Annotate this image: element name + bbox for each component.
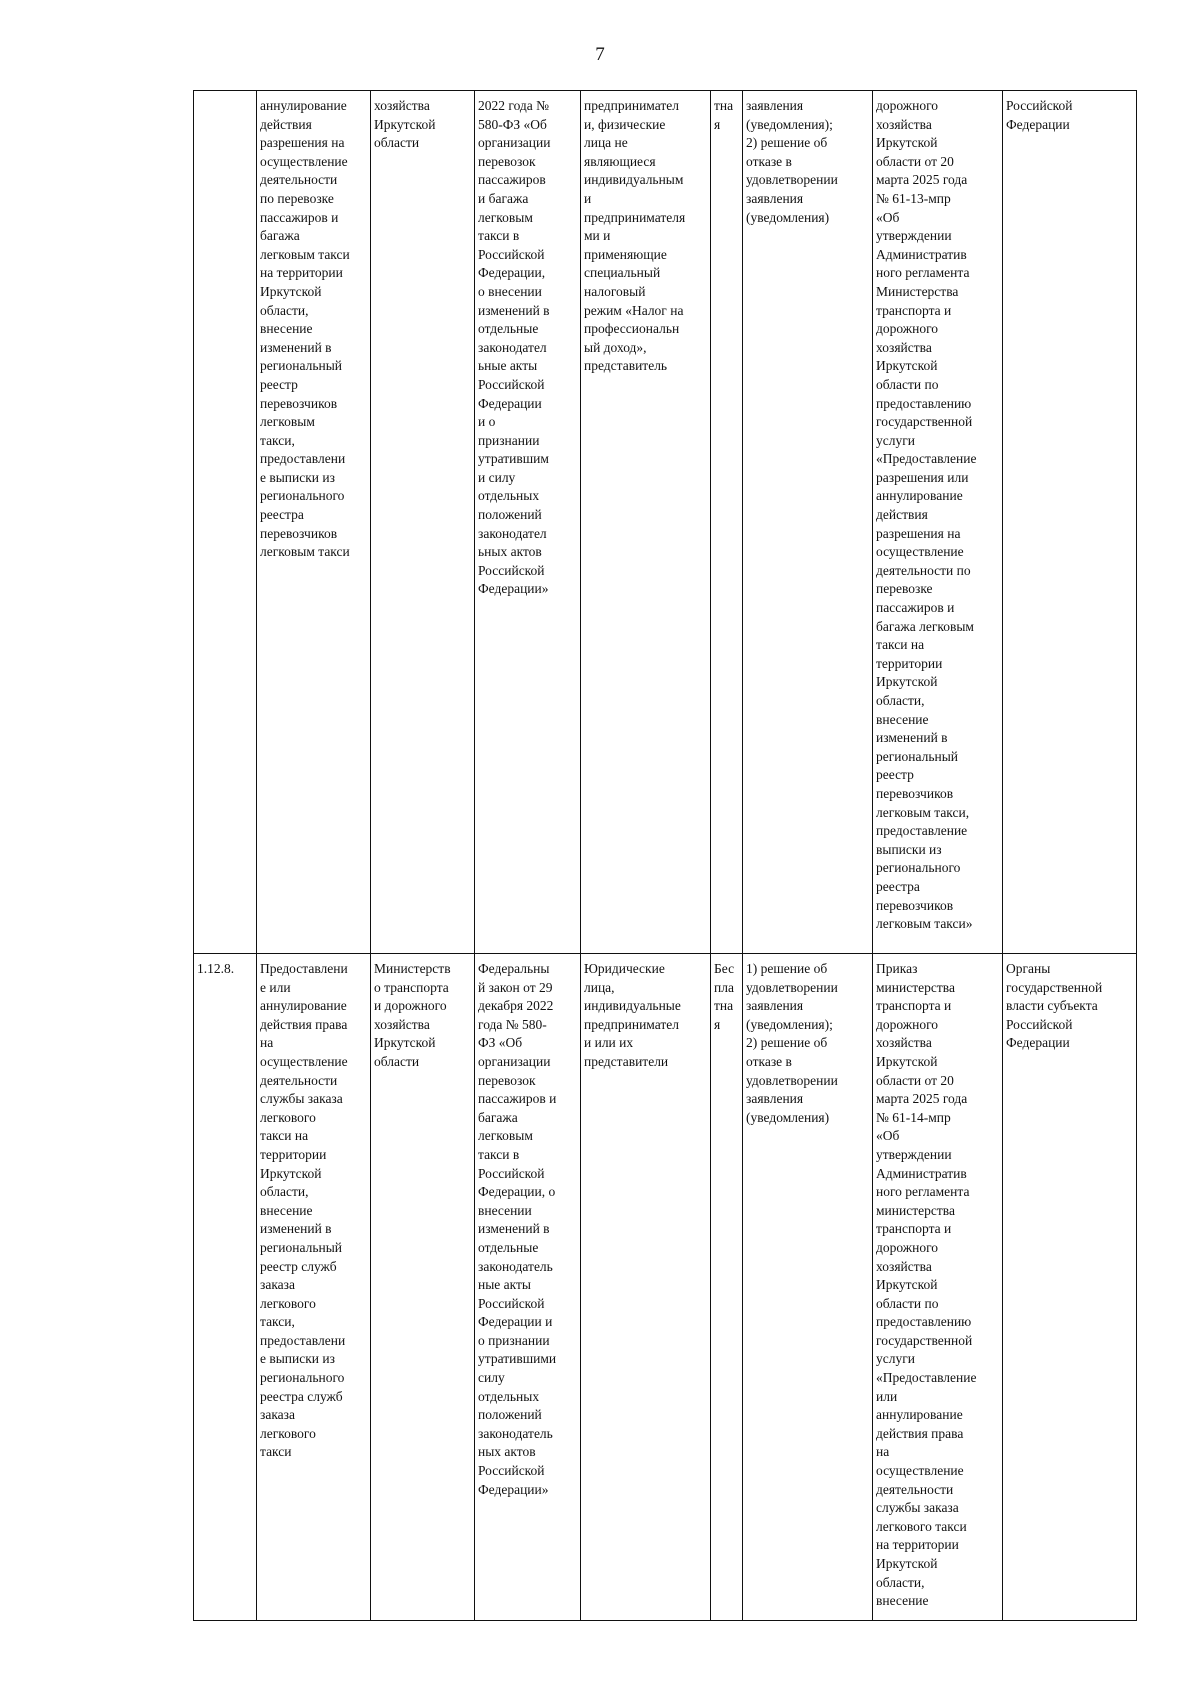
- cell-fee: Бес пла тна я: [711, 954, 743, 1621]
- table-row: [194, 954, 1137, 1621]
- cell-result: заявления (уведомления); 2) решение об отказе в удовлетворении заявления (уведомления): [743, 91, 873, 954]
- cell-service-name: Предоставлени е или аннулирование действия права на осуществление деятельности службы заказа легкового такси на территории Иркутской области, внесение изменений в региональный реестр служб заказа легкового такси, предоставлени е выписки из регионального реестра служб заказа легкового такси: [257, 954, 371, 1621]
- page-number: 7: [595, 44, 605, 65]
- cell-number: 1.12.8.: [194, 954, 257, 1621]
- cell-applicants: предпринимател и, физические лица не являющиеся индивидуальным и предпринимателя ми и применяющие специальный налоговый режим «Налог на профессиональн ый доход», представитель: [581, 91, 711, 954]
- cell-body: Органы государственной власти субъекта Российской Федерации: [1003, 954, 1137, 1621]
- cell-fee: тна я: [711, 91, 743, 954]
- table-row: [194, 91, 1137, 954]
- services-table: [193, 90, 1137, 1621]
- cell-legal-basis: 2022 года № 580-ФЗ «Об организации перевозок пассажиров и багажа легковым такси в Российской Федерации, о внесении изменений в отдельные законодател ьные акты Российской Федерации и о признании утратившим и силу отдельных положений законодател ьных актов Российской Федерации»: [475, 91, 581, 954]
- cell-regulation: дорожного хозяйства Иркутской области от 20 марта 2025 года № 61-13-мпр «Об утверждении Административ ного регламента Министерства транспорта и дорожного хозяйства Иркутской области по предоставлению государственной услуги «Предоставление разрешения или аннулирование действия разрешения на осуществление деятельности по перевозке пассажиров и багажа легковым такси на территории Иркутской области, внесение изменений в региональный реестр перевозчиков легковым такси, предоставление выписки из регионального реестра перевозчиков легковым такси»: [873, 91, 1003, 954]
- cell-body: Российской Федерации: [1003, 91, 1137, 954]
- cell-result: 1) решение об удовлетворении заявления (уведомления); 2) решение об отказе в удовлетворении заявления (уведомления): [743, 954, 873, 1621]
- cell-authority: Министерств о транспорта и дорожного хозяйства Иркутской области: [371, 954, 475, 1621]
- cell-applicants: Юридические лица, индивидуальные предпринимател и или их представители: [581, 954, 711, 1621]
- cell-regulation: Приказ министерства транспорта и дорожного хозяйства Иркутской области от 20 марта 2025 года № 61-14-мпр «Об утверждении Административ ного регламента министерства транспорта и дорожного хозяйства Иркутской области по предоставлению государственной услуги «Предоставление или аннулирование действия права на осуществление деятельности службы заказа легкового такси на территории Иркутской области, внесение: [873, 954, 1003, 1621]
- cell-authority: хозяйства Иркутской области: [371, 91, 475, 954]
- cell-number: [194, 91, 257, 954]
- cell-legal-basis: Федеральны й закон от 29 декабря 2022 года № 580- ФЗ «Об организации перевозок пассажиров и багажа легковым такси в Российской Федерации, о внесении изменений в отдельные законодатель ные акты Российской Федерации и о признании утратившими силу отдельных положений законодатель ных актов Российской Федерации»: [475, 954, 581, 1621]
- cell-service-name: аннулирование действия разрешения на осуществление деятельности по перевозке пассажиров и багажа легковым такси на территории Иркутской области, внесение изменений в региональный реестр перевозчиков легковым такси, предоставлени е выписки из регионального реестра перевозчиков легковым такси: [257, 91, 371, 954]
